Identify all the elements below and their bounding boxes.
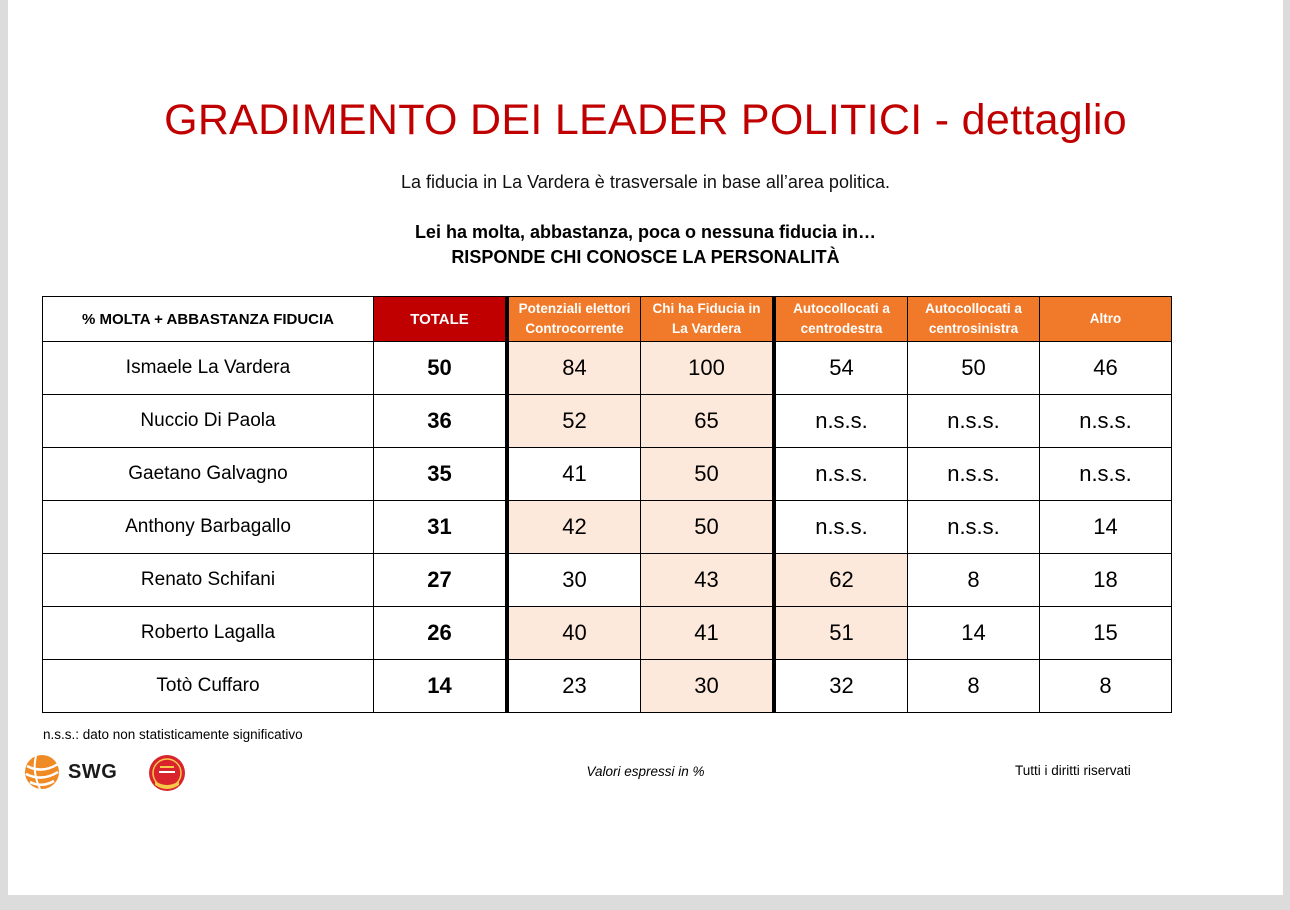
value-potenziali: 52 (507, 395, 641, 448)
value-centrosinistra: n.s.s. (908, 501, 1040, 554)
header-centrodestra-line-1: Autocollocati a (793, 301, 890, 316)
question-text (8, 220, 1283, 270)
header-total: TOTALE (374, 297, 508, 342)
footnote: n.s.s.: dato non statisticamente significativo (43, 727, 303, 742)
value-altro: 18 (1040, 554, 1172, 607)
value-potenziali: 42 (507, 501, 641, 554)
header-fiducia-line-1: Chi ha Fiducia in (652, 301, 761, 316)
footer-rights: Tutti i diritti riservati (1015, 763, 1131, 778)
value-centrodestra: 62 (774, 554, 908, 607)
value-fiducia: 30 (641, 660, 775, 713)
value-centrosinistra: n.s.s. (908, 395, 1040, 448)
leader-name: Ismaele La Vardera (43, 342, 374, 395)
leader-name: Nuccio Di Paola (43, 395, 374, 448)
header-fiducia-la-vardera (641, 297, 775, 342)
table-header-row (43, 297, 1172, 342)
table-row (43, 554, 1172, 607)
table-row (43, 660, 1172, 713)
table-row (43, 448, 1172, 501)
value-altro: 8 (1040, 660, 1172, 713)
value-altro: n.s.s. (1040, 448, 1172, 501)
value-totale: 35 (374, 448, 508, 501)
value-potenziali: 23 (507, 660, 641, 713)
header-potenziali-line-1: Potenziali elettori (518, 301, 631, 316)
value-centrodestra: 32 (774, 660, 908, 713)
header-altro: Altro (1040, 297, 1172, 342)
value-totale: 27 (374, 554, 508, 607)
value-altro: 14 (1040, 501, 1172, 554)
value-centrodestra: n.s.s. (774, 501, 908, 554)
value-totale: 36 (374, 395, 508, 448)
value-centrodestra: n.s.s. (774, 448, 908, 501)
value-totale: 50 (374, 342, 508, 395)
header-centrodestra-line-2: centrodestra (800, 321, 883, 336)
header-centrosinistra-line-1: Autocollocati a (925, 301, 1022, 316)
value-fiducia: 50 (641, 448, 775, 501)
value-potenziali: 84 (507, 342, 641, 395)
results-table (42, 296, 1172, 713)
value-potenziali: 40 (507, 607, 641, 660)
value-fiducia: 41 (641, 607, 775, 660)
swg-logo-text: SWG (68, 760, 118, 783)
value-altro: 15 (1040, 607, 1172, 660)
value-totale: 26 (374, 607, 508, 660)
page-title: GRADIMENTO DEI LEADER POLITICI - dettaglio (164, 96, 1127, 144)
value-fiducia: 50 (641, 501, 775, 554)
header-potenziali-elettori (507, 297, 641, 342)
leader-name: Anthony Barbagallo (43, 501, 374, 554)
footer-values-note: Valori espressi in % (586, 764, 705, 779)
table-row (43, 395, 1172, 448)
header-centrosinistra (908, 297, 1040, 342)
leader-name: Roberto Lagalla (43, 607, 374, 660)
leader-name: Gaetano Galvagno (43, 448, 374, 501)
value-fiducia: 100 (641, 342, 775, 395)
value-potenziali: 30 (507, 554, 641, 607)
table-row (43, 607, 1172, 660)
value-centrodestra: n.s.s. (774, 395, 908, 448)
value-potenziali: 41 (507, 448, 641, 501)
leader-name: Renato Schifani (43, 554, 374, 607)
value-fiducia: 43 (641, 554, 775, 607)
header-fiducia-line-2: La Vardera (671, 321, 742, 336)
header-label: % MOLTA + ABBASTANZA FIDUCIA (43, 297, 374, 342)
table-row (43, 501, 1172, 554)
slide (8, 0, 1283, 895)
value-centrodestra: 51 (774, 607, 908, 660)
value-fiducia: 65 (641, 395, 775, 448)
value-altro: 46 (1040, 342, 1172, 395)
header-centrodestra (774, 297, 908, 342)
value-centrosinistra: 14 (908, 607, 1040, 660)
question-line-1: Lei ha molta, abbastanza, poca o nessuna fiducia in… (414, 222, 877, 242)
value-centrosinistra: n.s.s. (908, 448, 1040, 501)
header-centrosinistra-line-2: centrosinistra (928, 321, 1019, 336)
question-line-2: RISPONDE CHI CONOSCE LA PERSONALITÀ (451, 247, 840, 267)
value-centrodestra: 54 (774, 342, 908, 395)
value-totale: 14 (374, 660, 508, 713)
value-totale: 31 (374, 501, 508, 554)
value-altro: n.s.s. (1040, 395, 1172, 448)
table-row (43, 342, 1172, 395)
value-centrosinistra: 8 (908, 554, 1040, 607)
value-centrosinistra: 50 (908, 342, 1040, 395)
value-centrosinistra: 8 (908, 660, 1040, 713)
leader-name: Totò Cuffaro (43, 660, 374, 713)
subtitle: La fiducia in La Vardera è trasversale in base all’area politica. (401, 172, 890, 192)
header-potenziali-line-2: Controcorrente (525, 321, 624, 336)
